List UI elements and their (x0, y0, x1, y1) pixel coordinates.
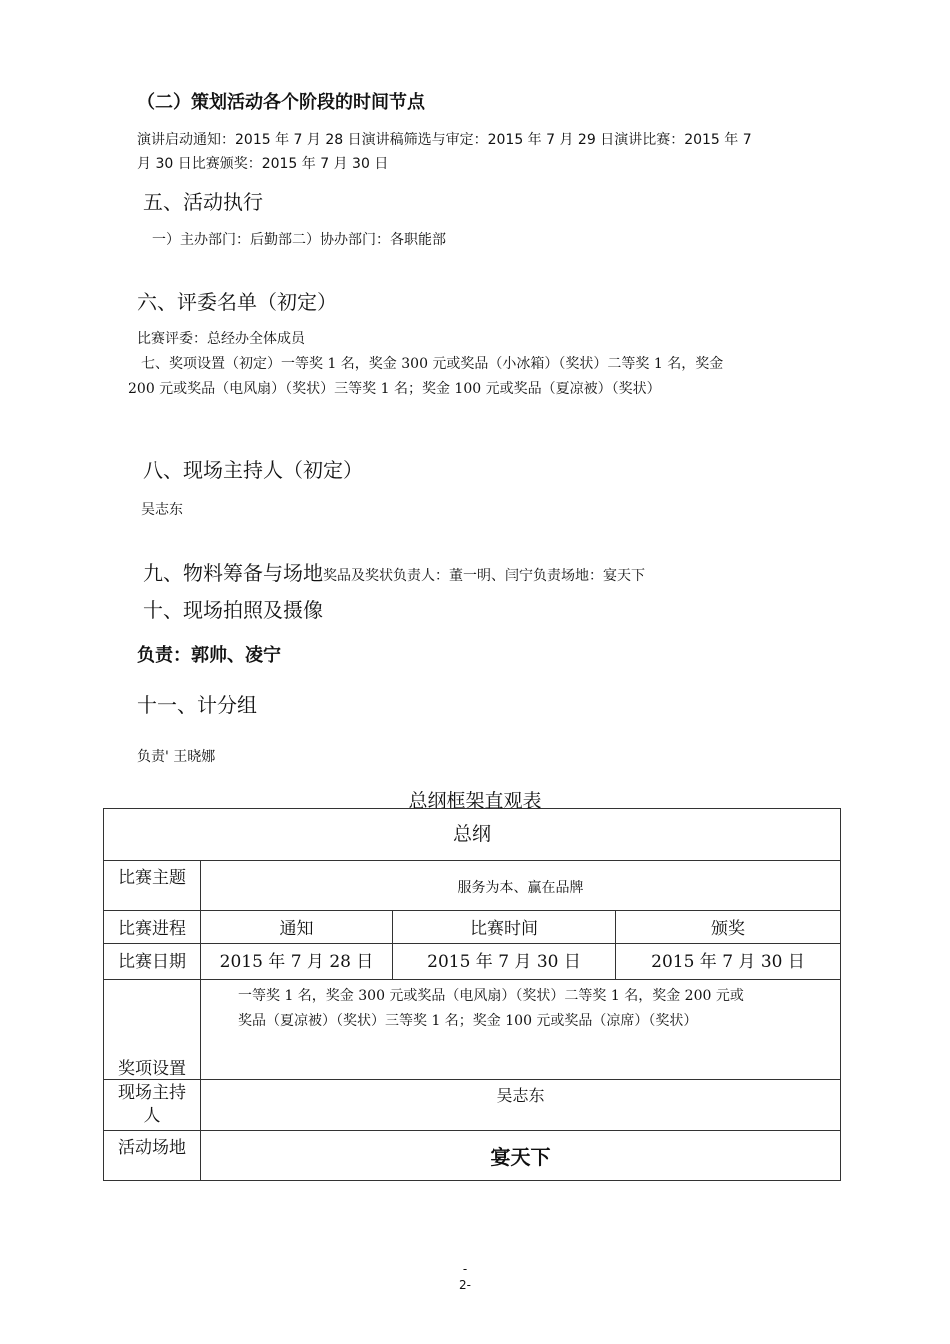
section-9-row (143, 557, 645, 586)
section-2-line-2: 月 30 日比赛颁奖：2015 年 7 月 30 日 (137, 156, 389, 172)
section-9-inline: 奖品及奖状负责人：董一明、闫宁负责场地：宴天下 (323, 568, 645, 584)
host-value: 吴志东 (201, 1080, 841, 1131)
section-5-line: 一）主办部门：后勤部二）协办部门：各职能部 (152, 232, 446, 248)
progress-notice: 通知 (201, 911, 393, 944)
section-7-line-1: 七、奖项设置（初定）一等奖 1 名，奖金 300 元或奖品（小冰箱）（奖状）二等奖 1 名，奖金 (141, 356, 724, 372)
award-line-2: 奖品（夏凉被）（奖状）三等奖 1 名；奖金 100 元或奖品（凉席）（奖状） (238, 1013, 698, 1029)
date-label: 比赛日期 (104, 944, 201, 980)
date-award: 2015 年 7 月 30 日 (616, 944, 841, 980)
theme-label: 比赛主题 (104, 861, 201, 911)
table-row (104, 809, 841, 861)
section-6-heading: 六、评委名单（初定） (137, 290, 337, 314)
table-row (104, 861, 841, 911)
award-line-1: 一等奖 1 名，奖金 300 元或奖品（电风扇）（奖状）二等奖 1 名，奖金 200 元或 (238, 988, 744, 1004)
section-10-heading: 十、现场拍照及摄像 (143, 598, 323, 622)
page-number: 2- (459, 1278, 471, 1292)
page-dash: - (462, 1262, 468, 1276)
host-label: 现场主持人 (104, 1080, 201, 1131)
theme-value: 服务为本、赢在品牌 (201, 861, 841, 911)
date-match: 2015 年 7 月 30 日 (393, 944, 616, 980)
section-10-line: 负责：郭帅、凌宁 (137, 645, 281, 666)
section-11-heading: 十一、计分组 (137, 693, 257, 717)
table-row (104, 944, 841, 980)
section-5-heading: 五、活动执行 (143, 190, 263, 214)
table-caption: 总纲框架直观表 (408, 790, 542, 812)
table-row (104, 911, 841, 944)
section-2-line-1: 演讲启动通知：2015 年 7 月 28 日演讲稿筛选与审定：2015 年 7 月 29 日演讲比赛：2015 年 7 (137, 132, 752, 148)
table-header-cell: 总纲 (104, 809, 841, 861)
overview-table (103, 808, 841, 1181)
section-11-line: 负责' 王晓娜 (137, 749, 216, 765)
section-8-line: 吴志东 (141, 502, 183, 518)
section-7-line-2: 200 元或奖品（电风扇）（奖状）三等奖 1 名；奖金 100 元或奖品（夏凉被）（奖状） (128, 381, 661, 397)
section-9-heading: 九、物料筹备与场地 (143, 561, 323, 585)
progress-match-time: 比赛时间 (393, 911, 616, 944)
table-row (104, 1131, 841, 1181)
progress-label: 比赛进程 (104, 911, 201, 944)
section-8-heading: 八、现场主持人（初定） (143, 458, 363, 482)
award-label: 奖项设置 (104, 980, 201, 1080)
venue-value: 宴天下 (201, 1131, 841, 1181)
venue-label: 活动场地 (104, 1131, 201, 1181)
section-2-heading: （二）策划活动各个阶段的时间节点 (137, 92, 425, 113)
table-row (104, 1080, 841, 1131)
table-row (104, 980, 841, 1080)
date-notice: 2015 年 7 月 28 日 (201, 944, 393, 980)
progress-award: 颁奖 (616, 911, 841, 944)
award-cell (201, 980, 841, 1080)
section-6-line: 比赛评委：总经办全体成员 (137, 331, 305, 347)
